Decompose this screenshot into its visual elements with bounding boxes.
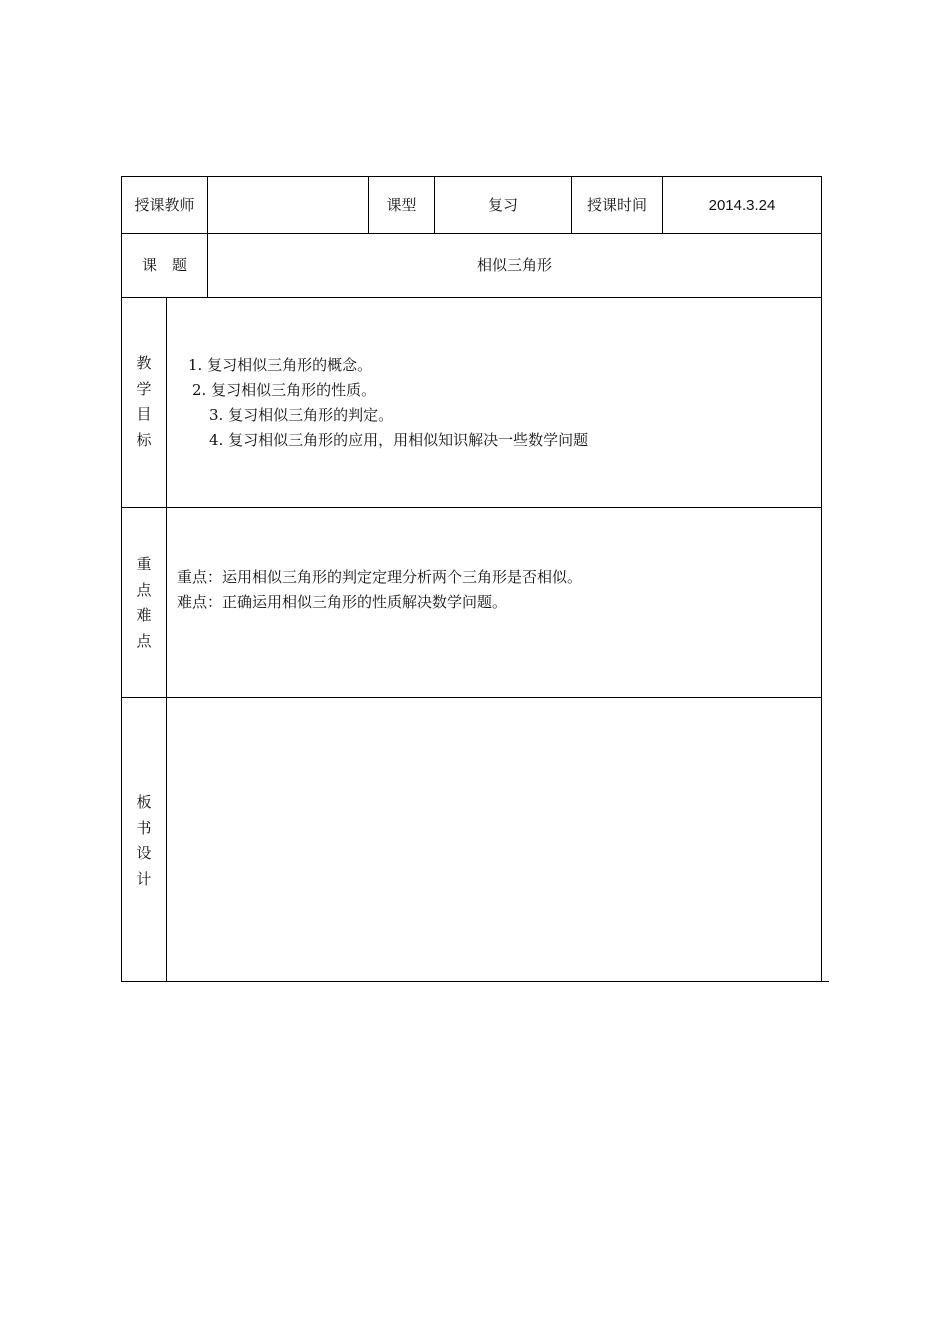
teacher-value [208,177,368,233]
row-separator [121,297,822,298]
col-separator [166,297,167,982]
objectives-label-char: 标 [136,430,152,449]
objectives-label-char: 教 [136,354,152,372]
keypoint-item: 难点：正确运用相似三角形的性质解决数学问题。 [177,593,508,611]
keypoints-label-char: 点 [136,580,152,599]
keypoint-item: 重点：运用相似三角形的判定定理分析两个三角形是否相似。 [177,568,583,586]
time-value: 2014.3.24 [708,196,776,214]
objectives-label-char: 学 [136,379,152,398]
board-label-char: 板 [136,793,152,811]
keypoints-label-char: 难 [136,606,152,624]
objectives-label-char: 目 [136,405,152,423]
objective-item: 2. 复习相似三角形的性质。 [192,381,377,399]
keypoints-label-char: 重 [136,555,152,573]
topic-value: 相似三角形 [476,256,552,274]
keypoints-label [134,552,154,654]
objective-item: 3. 复习相似三角形的判定。 [209,406,394,424]
objective-item: 1. 复习相似三角形的概念。 [188,356,373,374]
row-separator [121,507,822,508]
border-bottom [121,981,829,982]
topic-label: 课 题 [141,256,187,274]
teacher-label: 授课教师 [134,195,195,214]
keypoints-label-char: 点 [136,631,152,650]
board-label [134,790,154,892]
type-label: 课型 [386,195,417,214]
board-label-char: 计 [136,869,152,888]
board-label-char: 设 [136,844,152,862]
board-label-char: 书 [136,818,152,837]
objectives-label [134,351,154,453]
row-separator [121,697,822,698]
type-value: 复习 [487,195,518,214]
time-label: 授课时间 [586,195,647,214]
objective-item: 4. 复习相似三角形的应用，用相似知识解决一些数学问题 [209,431,589,449]
